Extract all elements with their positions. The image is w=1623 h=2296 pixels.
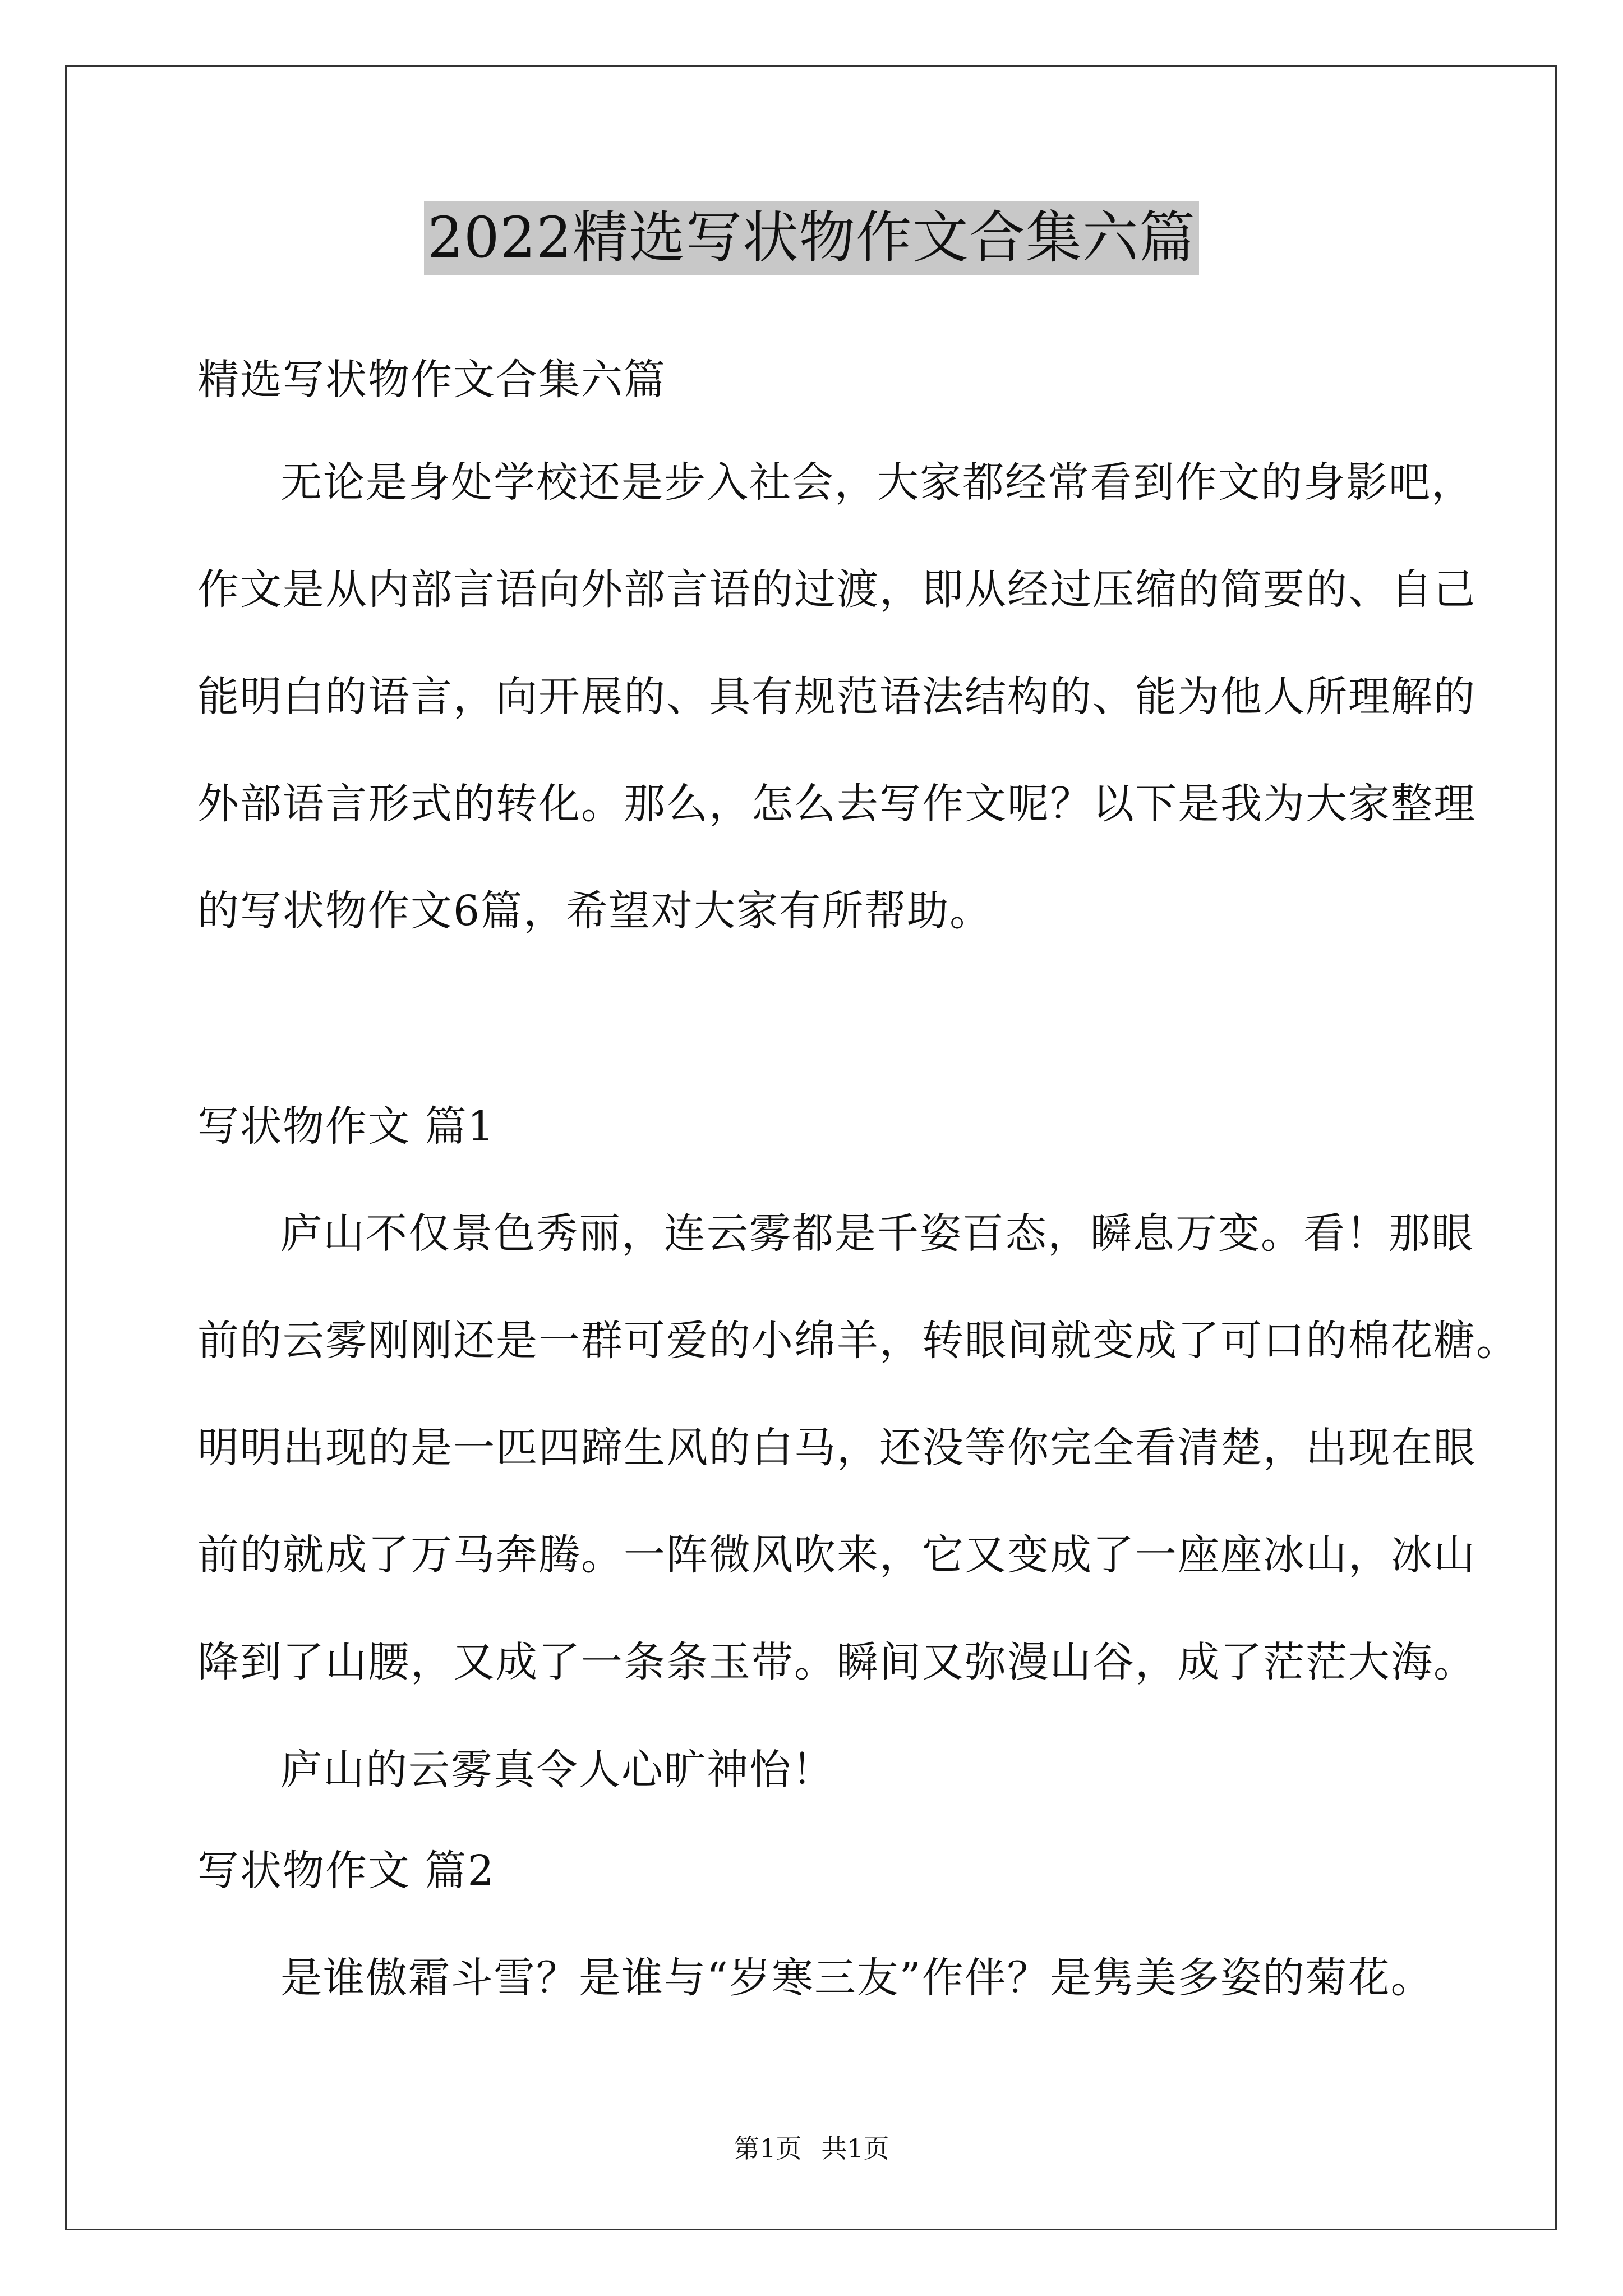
section2-line-1: 是谁傲霜斗雪？是谁与“岁寒三友”作伴？是隽美多姿的菊花。	[280, 1954, 1433, 2002]
intro-line-1: 无论是身处学校还是步入社会，大家都经常看到作文的身影吧，	[280, 458, 1474, 507]
title-container	[0, 201, 1623, 275]
intro-line-5: 的写状物作文6篇，希望对大家有所帮助。	[197, 887, 993, 935]
page-number: 第1页	[734, 2133, 802, 2164]
page-total: 共1页	[821, 2133, 889, 2164]
page-footer	[0, 2132, 1623, 2165]
intro-line-4: 外部语言形式的转化。那么，怎么去写作文呢？以下是我为大家整理	[197, 780, 1476, 828]
intro-line-3: 能明白的语言，向开展的、具有规范语法结构的、能为他人所理解的	[197, 673, 1476, 721]
section1-line-2: 前的云雾刚刚还是一群可爱的小绵羊，转眼间就变成了可口的棉花糖。	[197, 1317, 1519, 1365]
document-subtitle: 精选写状物作文合集六篇	[197, 356, 666, 404]
section1-line-6: 庐山的云雾真令人心旷神怡！	[280, 1746, 834, 1794]
document-title: 2022精选写状物作文合集六篇	[424, 201, 1199, 275]
section1-line-1: 庐山不仅景色秀丽，连云雾都是千姿百态，瞬息万变。看！那眼	[280, 1209, 1474, 1258]
section2-heading: 写状物作文 篇2	[197, 1847, 495, 1895]
section1-line-4: 前的就成了万马奔腾。一阵微风吹来，它又变成了一座座冰山，冰山	[197, 1531, 1476, 1579]
intro-line-2: 作文是从内部言语向外部言语的过渡，即从经过压缩的简要的、自己	[197, 565, 1476, 614]
section1-heading: 写状物作文 篇1	[197, 1102, 495, 1151]
section1-line-3: 明明出现的是一匹四蹄生风的白马，还没等你完全看清楚，出现在眼	[197, 1424, 1476, 1472]
section1-line-5: 降到了山腰，又成了一条条玉带。瞬间又弥漫山谷，成了茫茫大海。	[197, 1638, 1476, 1686]
